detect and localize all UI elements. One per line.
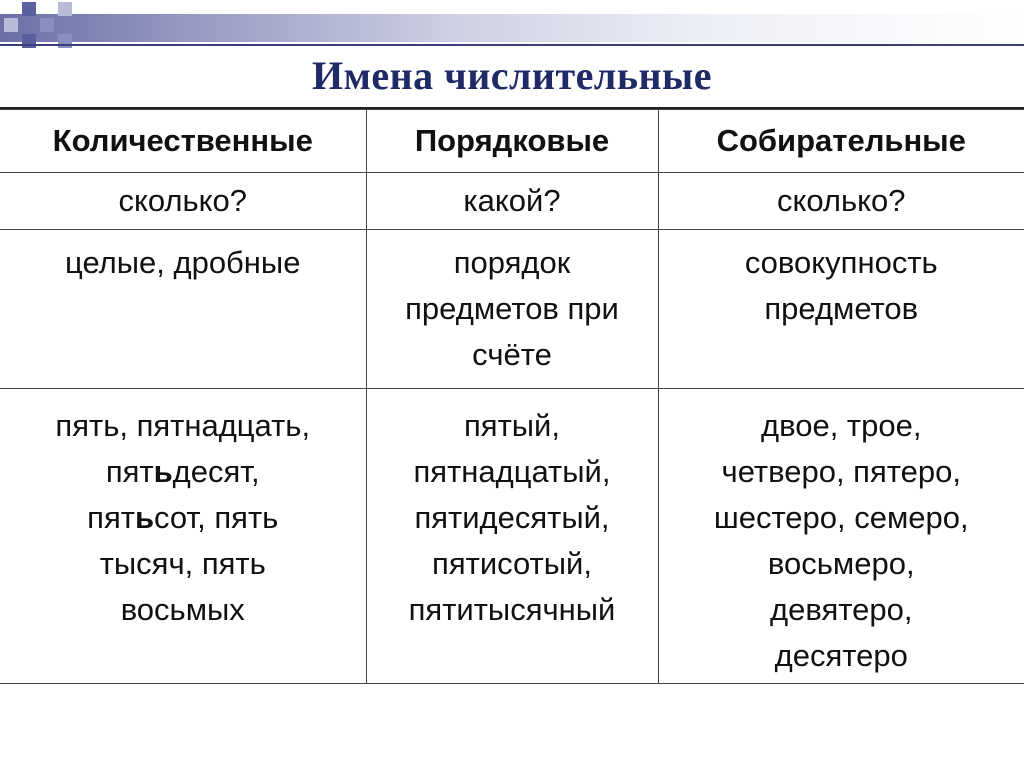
example-line: пятьдесят, [105, 454, 260, 489]
header-cardinal: Количественные [0, 110, 366, 173]
example-line: двое, трое, [761, 408, 922, 443]
example-line: пятисотый, [432, 546, 592, 581]
header-collective: Собирательные [658, 110, 1024, 173]
example-line: пять, пятнадцать, [55, 408, 311, 443]
meaning-line: порядок [453, 245, 571, 280]
soft-sign-highlight: ь [134, 500, 154, 535]
examples-collective [658, 389, 1024, 684]
page-title: Имена числительные [311, 53, 713, 98]
question-cardinal: сколько? [0, 173, 366, 230]
meaning-row [0, 230, 1024, 389]
example-line: десятеро [774, 638, 908, 673]
example-line: девятеро, [770, 592, 913, 627]
example-line: восьмых [120, 592, 245, 627]
decor-square-4 [4, 18, 18, 32]
decor-square-1 [22, 2, 36, 16]
meaning-ordinal [366, 230, 658, 389]
question-row [0, 173, 1024, 230]
example-line: пятый, [464, 408, 560, 443]
table-header-row [0, 110, 1024, 173]
numerals-table [0, 109, 1024, 684]
examples-cardinal [0, 389, 366, 684]
example-line: тысяч, пять [99, 546, 266, 581]
soft-sign-highlight: ь [153, 454, 173, 489]
example-line: пятьсот, пять [87, 500, 279, 535]
meaning-line: целые, дробные [65, 245, 301, 280]
decor-square-3 [58, 2, 72, 16]
header-ordinal: Порядковые [366, 110, 658, 173]
example-line: пятнадцатый, [413, 454, 611, 489]
meaning-line: совокупность [744, 245, 938, 280]
examples-ordinal [366, 389, 658, 684]
decor-square-2 [40, 18, 54, 32]
meaning-line: предметов при [405, 291, 619, 326]
meaning-collective [658, 230, 1024, 389]
examples-row [0, 389, 1024, 684]
example-line: пятидесятый, [414, 500, 610, 535]
meaning-cardinal [0, 230, 366, 389]
header-divider [0, 44, 1024, 46]
meaning-line: предметов [764, 291, 919, 326]
example-line: четверо, пятеро, [721, 454, 961, 489]
question-collective: сколько? [658, 173, 1024, 230]
example-line: пятитысячный [408, 592, 616, 627]
example-line: восьмеро, [767, 546, 915, 581]
meaning-line: счёте [472, 337, 552, 372]
header-band [0, 14, 1024, 42]
example-line: шестеро, семеро, [713, 500, 969, 535]
question-ordinal: какой? [366, 173, 658, 230]
